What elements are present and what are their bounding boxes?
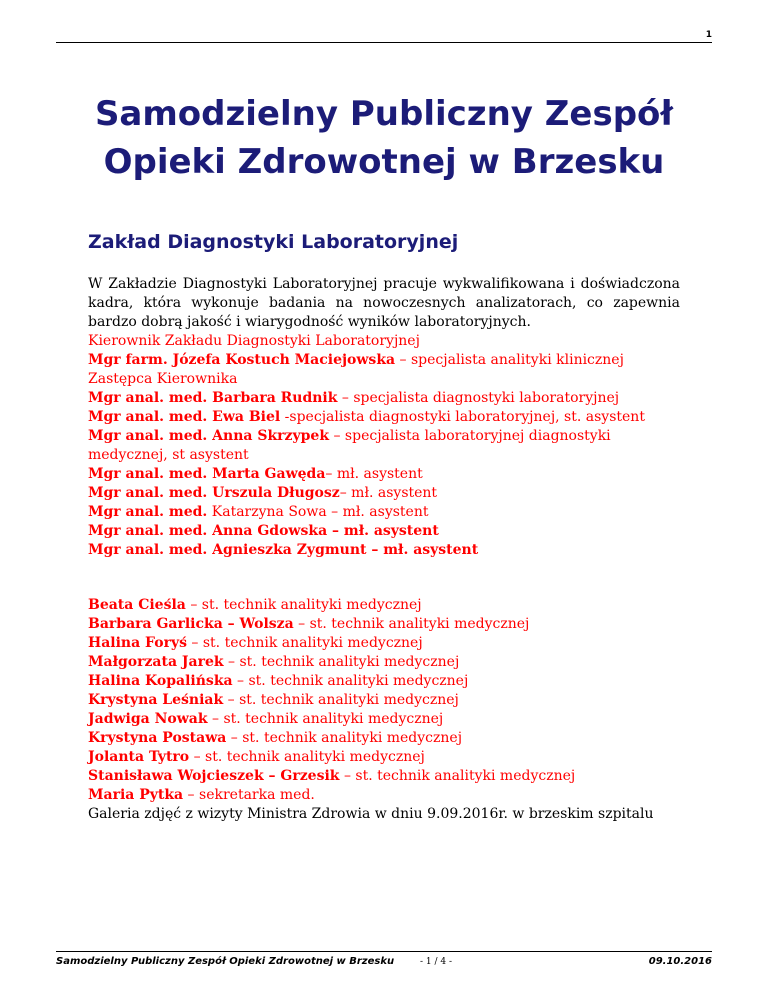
footer-rule [56, 951, 712, 952]
staff-entry [88, 465, 680, 484]
deputy-role: Zastępca Kierownika [88, 371, 238, 387]
staff-name: Jolanta Tytro [88, 749, 190, 765]
staff-entry [88, 541, 680, 560]
staff-name: Halina Foryś [88, 635, 187, 651]
footer-org-name: Samodzielny Publiczny Zespół Opieki Zdrowotnej w Brzesku [56, 956, 395, 967]
staff-entry [88, 408, 680, 427]
staff-entry [88, 634, 680, 653]
secretary-name: Maria Pytka [88, 787, 184, 803]
deputy-entry [88, 389, 680, 408]
staff-desc: – st. technik analityki medycznej [226, 730, 463, 746]
staff-entry [88, 729, 680, 748]
staff-name: Mgr anal. med. [88, 504, 208, 520]
staff-entry [88, 484, 680, 503]
staff-name: Mgr anal. med. Anna Skrzypek [88, 428, 330, 444]
staff-entry [88, 615, 680, 634]
staff-desc: – st. technik analityki medycznej [232, 673, 469, 689]
staff-name: Małgorzata Jarek [88, 654, 224, 670]
staff-name: Krystyna Leśniak [88, 692, 224, 708]
staff-entry [88, 596, 680, 615]
staff-desc: -specjalista diagnostyki laboratoryjnej, st. asystent [280, 409, 645, 425]
staff-desc: – mł. asystent [339, 485, 438, 501]
head-entry [88, 351, 680, 370]
staff-name: Mgr anal. med. Ewa Biel [88, 409, 281, 425]
technicians-list [88, 596, 680, 786]
staff-desc: – st. technik analityki medycznej [207, 711, 444, 727]
staff-name: Mgr anal. med. Agnieszka Zygmunt – mł. asystent [88, 542, 479, 558]
deputy-block [88, 370, 680, 408]
site-title [56, 90, 712, 186]
staff-name: Krystyna Postawa [88, 730, 227, 746]
staff-desc: Katarzyna Sowa – mł. asystent [207, 504, 429, 520]
staff-desc: – st. technik analityki medycznej [339, 768, 576, 784]
staff-name: Jadwiga Nowak [88, 711, 208, 727]
intro-paragraph: W Zakładzie Diagnostyki Laboratoryjnej pracuje wykwalifikowana i doświadczona kadra, która wykonuje badania na nowoczesnych analizatorach, co zapewnia bardzo dobrą jakość i wiarygodność wyników laboratoryjnych. [88, 276, 680, 330]
staff-name: Mgr anal. med. Urszula Długosz [88, 485, 340, 501]
section-title: Zakład Diagnostyki Laboratoryjnej [88, 231, 459, 253]
staff-desc: – st. technik analityki medycznej [186, 635, 423, 651]
staff-desc: – st. technik analityki medycznej [293, 616, 530, 632]
page-footer [56, 955, 712, 969]
staff-entry [88, 710, 680, 729]
deputy-name: Mgr anal. med. Barbara Rudnik [88, 390, 338, 406]
staff-name: Barbara Garlicka – Wolsza [88, 616, 294, 632]
staff-name: Mgr anal. med. Anna Gdowska – mł. asystent [88, 523, 439, 539]
head-block [88, 332, 680, 370]
head-name: Mgr farm. Józefa Kostuch Maciejowska [88, 352, 396, 368]
footer-page-indicator: - 1 / 4 - [420, 957, 453, 967]
staff-name: Halina Kopalińska [88, 673, 233, 689]
site-title-line-1: Samodzielny Publiczny Zespół [94, 94, 674, 134]
secretary-entry [88, 786, 680, 805]
head-desc: – specjalista analityki klinicznej [395, 352, 624, 368]
staff-entry [88, 522, 680, 541]
content [88, 275, 680, 824]
staff-name: Beata Cieśla [88, 597, 186, 613]
analysts-list [88, 408, 680, 560]
staff-entry [88, 767, 680, 786]
staff-desc: – specjalista laboratoryjnej diagnostyki medycznej, st asystent [88, 428, 611, 463]
staff-entry [88, 503, 680, 522]
staff-desc: – mł. asystent [325, 466, 423, 482]
head-role: Kierownik Zakładu Diagnostyki Laboratoryjnej [88, 333, 420, 349]
site-title-line-2: Opieki Zdrowotnej w Brzesku [103, 142, 665, 182]
staff-entry [88, 672, 680, 691]
staff-entry [88, 691, 680, 710]
page-number: 1 [705, 30, 712, 40]
gallery-caption: Galeria zdjęć z wizyty Ministra Zdrowia w dniu 9.09.2016r. w brzeskim szpitalu [88, 806, 654, 822]
secretary-desc: – sekretarka med. [183, 787, 315, 803]
staff-desc: – st. technik analityki medycznej [185, 597, 422, 613]
staff-desc: – st. technik analityki medycznej [189, 749, 425, 765]
staff-entry [88, 427, 680, 465]
staff-desc: – st. technik analityki medycznej [223, 654, 460, 670]
deputy-desc: – specjalista diagnostyki laboratoryjnej [337, 390, 620, 406]
header-rule [56, 42, 712, 43]
staff-entry [88, 653, 680, 672]
staff-entry [88, 748, 680, 767]
staff-desc: – st. technik analityki medycznej [223, 692, 459, 708]
staff-name: Stanisława Wojcieszek – Grzesik [88, 768, 340, 784]
staff-name: Mgr anal. med. Marta Gawęda [88, 466, 326, 482]
footer-date: 09.10.2016 [648, 956, 712, 967]
